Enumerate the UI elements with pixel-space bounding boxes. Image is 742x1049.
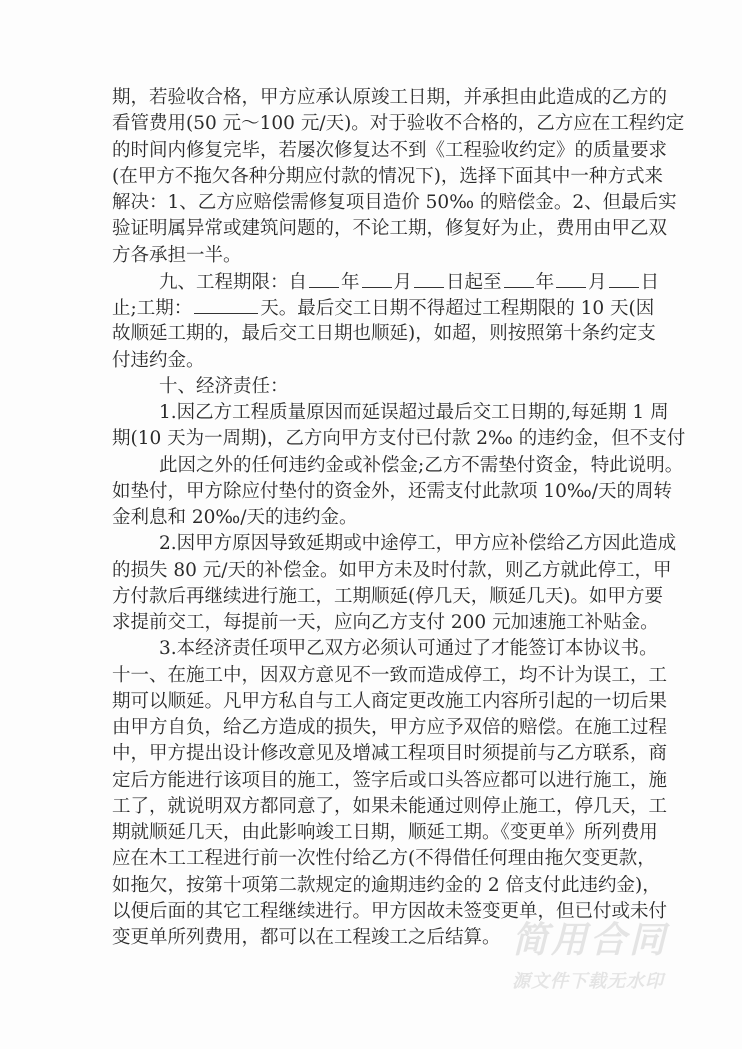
- text-line: 以便后面的其它工程继续进行。甲方因故未签变更单，但已付或未付: [112, 900, 668, 922]
- text-line: 方付款后再继续进行施工，工期顺延(停几天，顺延几天)。如甲方要: [112, 585, 663, 607]
- text-line: 期就顺延几天，由此影响竣工日期，顺延工期。《变更单》所列费用: [112, 822, 658, 843]
- month-label: 月: [588, 271, 607, 293]
- section-9-period-line: [112, 269, 660, 295]
- watermark-title: 简用合同: [512, 920, 669, 961]
- section-9-duration-line: [112, 295, 655, 321]
- text-line: 验证明属异常或建筑问题的，不论工期，修复好为止，费用由甲乙双: [112, 218, 668, 240]
- text-line: 求提前交工，每提前一天，应向乙方支付 200 元加速施工补贴金。: [112, 612, 659, 633]
- text-line: 付违约金。: [112, 349, 205, 371]
- text-line: 故顺延工期的，最后交工日期也顺延)，如超，则按照第十条约定支: [112, 323, 656, 345]
- year-label: 年: [341, 271, 360, 293]
- text-line: 的时间内修复完毕，若屡次修复达不到《工程验收约定》的质量要求: [112, 139, 668, 161]
- end-month-blank: [556, 269, 586, 288]
- text-line: 由甲方自负，给乙方造成的损失，甲方应予双倍的赔偿。在施工过程: [112, 717, 668, 738]
- start-day-blank: [414, 269, 444, 288]
- text-line: 解决：1、乙方应赔偿需修复项目造价 50‰ 的赔偿金。2、但最后实: [112, 192, 677, 213]
- text-line: 定后方能进行该项目的施工，签字后或口头答应都可以进行施工，施: [112, 769, 668, 791]
- month-label: 月: [393, 271, 413, 293]
- watermark-subtitle: 源文件下载无水印: [512, 971, 664, 992]
- end-year-blank: [504, 269, 534, 288]
- contract-body: [112, 85, 686, 951]
- text-line: 工了，就说明双方都同意了，如果未能通过则停止施工，停几天，工: [112, 795, 668, 817]
- text-line: 方各承担一半。: [112, 244, 242, 266]
- text-line: 看管费用(50 元～100 元/天)。对于验收不合格的，乙方应在工程约定: [112, 113, 685, 135]
- text-line: 2.因甲方原因导致延期或中途停工，甲方应补偿给乙方因此造成: [159, 533, 677, 555]
- text-line: 变更单所列费用，都可以在工程竣工之后结算。: [112, 927, 501, 948]
- text-line: 期(10 天为一周期)，乙方向甲方支付已付款 2‰ 的违约金，但不支付: [112, 428, 686, 450]
- section-9-prefix: 九、工程期限：自: [159, 271, 308, 293]
- watermark: [512, 920, 702, 994]
- start-month-blank: [362, 269, 392, 288]
- text-line: 此因之外的任何违约金或补偿金;乙方不需垫付资金，特此说明。: [159, 454, 684, 476]
- year-label: 年: [535, 271, 555, 293]
- text-line: 如拖欠，按第十项第二款规定的逾期违约金的 2 倍支付此违约金)，: [112, 874, 661, 896]
- text-line: 的损失 80 元/天的补偿金。如甲方未及时付款，则乙方就此停工，甲: [112, 559, 672, 581]
- text-line: 期可以顺延。凡甲方私自与工人商定更改施工内容所引起的一切后果: [112, 690, 668, 712]
- text-line: 中，甲方提出设计修改意见及增减工程项目时须提前与乙方联系，商: [112, 743, 668, 765]
- end-day-blank: [609, 269, 639, 288]
- text-line: 1.因乙方工程质量原因而延误超过最后交工日期的,每延期 1 周: [159, 402, 669, 423]
- day-to-label: 日: [640, 271, 660, 293]
- day-from-label: 日起至: [446, 271, 502, 293]
- section-10-heading: 十、经济责任：: [159, 375, 289, 397]
- text-line: 十一、在施工中，因双方意见不一致而造成停工，均不计为误工，工: [112, 664, 668, 686]
- text-line: 应在木工工程进行前一次性付给乙方(不得借任何理由拖欠变更款，: [112, 848, 656, 870]
- text-line: 期，若验收合格，甲方应承认原竣工日期，并承担由此造成的乙方的: [112, 87, 668, 108]
- start-year-blank: [309, 269, 339, 288]
- text-line: 如垫付，甲方除应付垫付的资金外，还需支付此款项 10‰/天的周转: [112, 480, 672, 502]
- duration-suffix: 天。最后交工日期不得超过工程期限的 10 天(因: [260, 298, 655, 319]
- text-line: (在甲方不拖欠各种分期应付款的情况下)，选择下面其中一种方式来: [112, 165, 663, 187]
- text-line: 3.本经济责任项甲乙双方必须认可通过了才能签订本协议书。: [159, 638, 658, 660]
- duration-days-blank: [194, 295, 258, 314]
- text-line: 金利息和 20‰/天的违约金。: [112, 507, 358, 528]
- duration-prefix: 止;工期：: [112, 298, 193, 319]
